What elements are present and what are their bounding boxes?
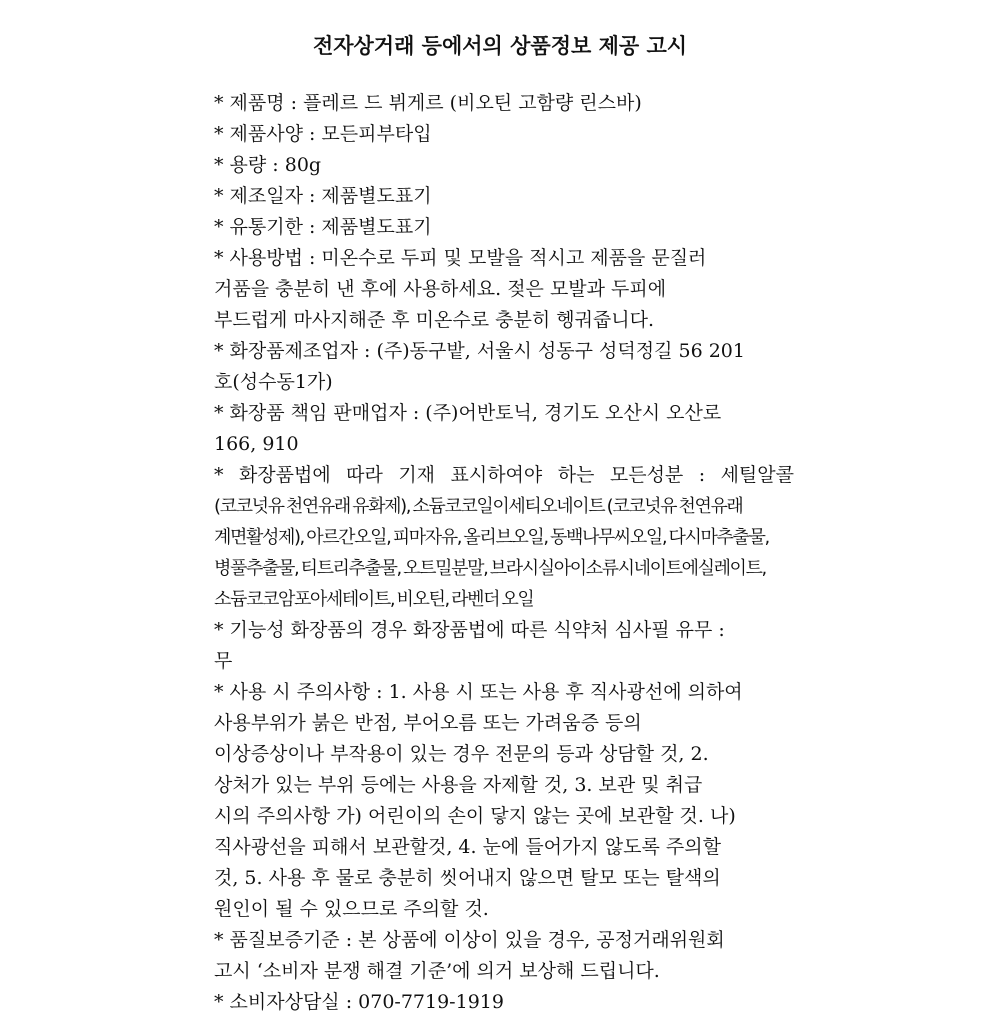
info-line-precautions-cont: 이상증상이나 부작용이 있는 경우 전문의 등과 상담할 것, 2. bbox=[214, 743, 709, 765]
info-line-ingredients-cont: (코코넛유 천연유래 유화제), 소듐코코일이세티오네이트 (코코넛유 천연유래 bbox=[214, 496, 743, 517]
info-line-product-name: * 제품명 : 플레르 드 뷔게르 (비오틴 고함량 린스바) bbox=[214, 92, 642, 114]
info-line-quality-cont: 고시 ‘소비자 분쟁 해결 기준’에 의거 보상해 드립니다. bbox=[214, 960, 660, 982]
info-line-ingredients-cont: 계면활성제), 아르간오일, 피마자유, 올리브오일, 동백나무씨오일, 다시마추출물, bbox=[214, 527, 769, 548]
info-line-usage-cont: 거품을 충분히 낸 후에 사용하세요. 젖은 모발과 두피에 bbox=[214, 278, 667, 300]
info-line-usage: * 사용방법 : 미온수로 두피 및 모발을 적시고 제품을 문질러 bbox=[214, 247, 707, 269]
info-line-precautions-cont: 상처가 있는 부위 등에는 사용을 자제할 것, 3. 보관 및 취급 bbox=[214, 774, 703, 796]
info-line-spec: * 제품사양 : 모든피부타입 bbox=[214, 123, 432, 145]
info-line-precautions-cont: 직사광선을 피해서 보관할것, 4. 눈에 들어가지 않도록 주의할 bbox=[214, 836, 721, 858]
product-info-notice bbox=[214, 88, 794, 1018]
info-line-seller-cont: 166, 910 bbox=[214, 433, 299, 455]
info-line-ingredients-cont: 소듐코코암포아세테이트, 비오틴, 라벤더 오일 bbox=[214, 589, 534, 610]
info-line-expiry: * 유통기한 : 제품별도표기 bbox=[214, 216, 432, 238]
info-line-quality: * 품질보증기준 : 본 상품에 이상이 있을 경우, 공정거래위원회 bbox=[214, 929, 725, 951]
info-line-ingredients-cont: 병풀추출물, 티트리추출물, 오트밀분말, 브라시실아이소류시네이트에실레이트, bbox=[214, 558, 766, 579]
info-line-volume: * 용량 : 80g bbox=[214, 154, 322, 176]
info-line-usage-cont: 부드럽게 마사지해준 후 미온수로 충분히 헹궈줍니다. bbox=[214, 309, 655, 331]
info-line-precautions-cont: 것, 5. 사용 후 물로 충분히 씻어내지 않으면 탈모 또는 탈색의 bbox=[214, 867, 721, 889]
info-line-ingredients: * 화장품법에 따라 기재 표시하여야 하는 모든성분 : 세틸알콜 bbox=[214, 464, 794, 486]
info-line-functional: * 기능성 화장품의 경우 화장품법에 따른 식약처 심사필 유무 : bbox=[214, 619, 725, 641]
info-line-functional-cont: 무 bbox=[214, 650, 233, 672]
info-line-precautions: * 사용 시 주의사항 : 1. 사용 시 또는 사용 후 직사광선에 의하여 bbox=[214, 681, 743, 703]
page-title: 전자상거래 등에서의 상품정보 제공 고시 bbox=[312, 34, 688, 58]
info-line-consumer-center: * 소비자상담실 : 070-7719-1919 bbox=[214, 991, 504, 1013]
info-line-precautions-cont: 사용부위가 붉은 반점, 부어오름 또는 가려움증 등의 bbox=[214, 712, 642, 734]
info-line-manufacture-date: * 제조일자 : 제품별도표기 bbox=[214, 185, 432, 207]
info-line-manufacturer: * 화장품제조업자 : (주)동구밭, 서울시 성동구 성덕정길 56 201 bbox=[214, 340, 745, 362]
info-line-precautions-cont: 원인이 될 수 있으므로 주의할 것. bbox=[214, 898, 489, 920]
info-line-precautions-cont: 시의 주의사항 가) 어린이의 손이 닿지 않는 곳에 보관할 것. 나) bbox=[214, 805, 736, 827]
info-line-seller: * 화장품 책임 판매업자 : (주)어반토닉, 경기도 오산시 오산로 bbox=[214, 402, 722, 424]
info-line-manufacturer-cont: 호(성수동1가) bbox=[214, 371, 333, 393]
